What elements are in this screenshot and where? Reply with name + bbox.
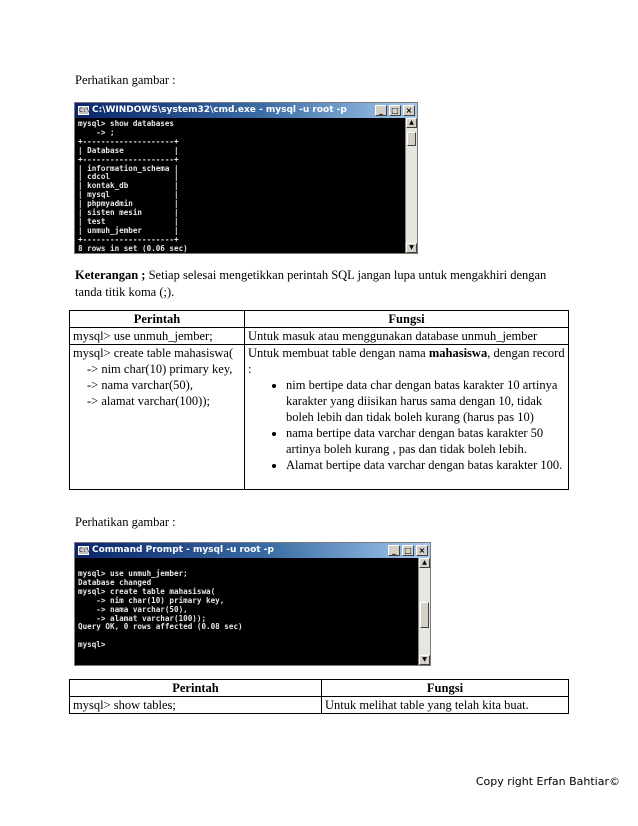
scroll-up-icon[interactable]: ▲ (419, 558, 430, 568)
console-line: | information_schema | (78, 163, 179, 173)
table-header-row (70, 680, 569, 697)
console-line: +--------------------+ (78, 234, 179, 244)
scroll-up-icon[interactable]: ▲ (406, 118, 417, 128)
console-line: Database changed (78, 577, 152, 587)
table-row (70, 328, 569, 345)
console-line: -> alamat varchar(100)); (78, 613, 207, 623)
cmd-icon: C:\ (79, 547, 90, 554)
list-item: • nama bertipe data varchar dengan batas karakter 50 artinya boleh kurang , pas dan tidak boleh lebih. (286, 425, 565, 457)
scrollbar-1[interactable] (405, 118, 417, 253)
intro-text-1: Perhatikan gambar : (75, 73, 176, 87)
cmd-icon: C:\ (79, 107, 90, 114)
table-row (70, 345, 569, 490)
list-item: • Alamat bertipe data varchar dengan batas karakter 100. (286, 457, 565, 473)
table-name-bold: mahasiswa (428, 346, 488, 360)
maximize-icon[interactable]: □ (389, 105, 401, 116)
header-fungsi: Fungsi (322, 680, 569, 697)
header-perintah: Perintah (70, 311, 245, 328)
console-line: mysql> show databases (78, 119, 175, 128)
console-line: mysql> create table mahasiswa( (78, 586, 216, 596)
maximize-icon[interactable]: □ (402, 545, 414, 556)
console-line: | cdcol | (78, 172, 179, 182)
close-icon[interactable]: × (403, 105, 415, 116)
table-header-row (70, 311, 569, 328)
header-perintah: Perintah (70, 680, 322, 697)
console-line (78, 632, 416, 641)
scroll-down-icon[interactable]: ▼ (406, 243, 417, 253)
console-line: | mysql | (78, 190, 179, 200)
console-line: -> nim char(10) primary key, (78, 595, 225, 605)
cmd-line: mysql> create table mahasiswa( (73, 346, 234, 360)
minimize-icon[interactable]: _ (375, 105, 387, 116)
scroll-thumb[interactable] (420, 602, 429, 628)
scroll-thumb[interactable] (407, 132, 416, 146)
cmd-line: -> nama varchar(50), (87, 378, 193, 392)
scrollbar-2[interactable] (418, 558, 430, 665)
console-line: | unmuh_jember | (78, 225, 179, 235)
cell-command: mysql> use unmuh_jember; (70, 328, 245, 345)
cell-command: mysql> show tables; (70, 697, 322, 714)
console-titlebar-2 (75, 543, 430, 558)
list-item: • nim bertipe data char dengan batas karakter 10 artinya karakter yang diisikan harus sama dengan 10, tidak boleh lebih dan tidak boleh kurang (harus pas 10) (286, 377, 565, 425)
console-window-2 (74, 542, 431, 666)
field-list (248, 377, 565, 473)
console-line: | Database | (78, 145, 179, 155)
function-text: Untuk membuat table dengan nama (248, 346, 429, 360)
cell-function: Untuk melihat table yang telah kita buat. (322, 697, 569, 714)
console-line: mysql> use unmuh_jember; (78, 569, 188, 578)
console-line: | sisten mesin | (78, 208, 179, 218)
note-text: Setiap selesai mengetikkan perintah SQL jangan lupa untuk mengakhiri dengan tanda titik koma (;). (75, 268, 547, 299)
note-paragraph (75, 267, 565, 301)
console-line: +--------------------+ (78, 154, 179, 164)
console-line: mysql> (78, 640, 106, 650)
table-row (70, 697, 569, 714)
console-line: | test | (78, 216, 179, 226)
console-line: | kontak_db | (78, 181, 179, 191)
intro-text-2: Perhatikan gambar : (75, 515, 176, 529)
console-output-1 (75, 118, 406, 253)
command-table-1 (69, 310, 569, 490)
function-intro (248, 345, 565, 377)
console-output-2 (75, 558, 419, 665)
minimize-icon[interactable]: _ (388, 545, 400, 556)
header-fungsi: Fungsi (245, 311, 569, 328)
console-line: -> nama varchar(50), (78, 604, 188, 614)
command-table-2 (69, 679, 569, 714)
console-line: | phpmyadmin | (78, 199, 179, 209)
cell-command (70, 345, 245, 490)
console-line: +--------------------+ (78, 136, 179, 146)
cmd-line: -> nim char(10) primary key, (87, 362, 233, 376)
cell-function (245, 345, 569, 490)
console-title-2: Command Prompt - mysql -u root -p (92, 545, 274, 555)
function-text: , dengan record : (248, 346, 565, 376)
cell-function: Untuk masuk atau menggunakan database unmuh_jember (245, 328, 569, 345)
console-line: -> ; (78, 127, 115, 137)
console-title-1: C:\WINDOWS\system32\cmd.exe - mysql -u root -p (92, 105, 347, 115)
console-titlebar-1 (75, 103, 417, 118)
note-label: Keterangan ; (75, 268, 146, 282)
console-line: Query OK, 0 rows affected (0.08 sec) (78, 622, 243, 632)
console-window-1 (74, 102, 418, 254)
scroll-down-icon[interactable]: ▼ (419, 655, 430, 665)
copyright-footer: Copy right Erfan Bahtiar© (475, 775, 620, 788)
console-line: 8 rows in set (0.06 sec) (78, 243, 188, 253)
cmd-line: -> alamat varchar(100)); (87, 394, 210, 408)
close-icon[interactable]: × (416, 545, 428, 556)
